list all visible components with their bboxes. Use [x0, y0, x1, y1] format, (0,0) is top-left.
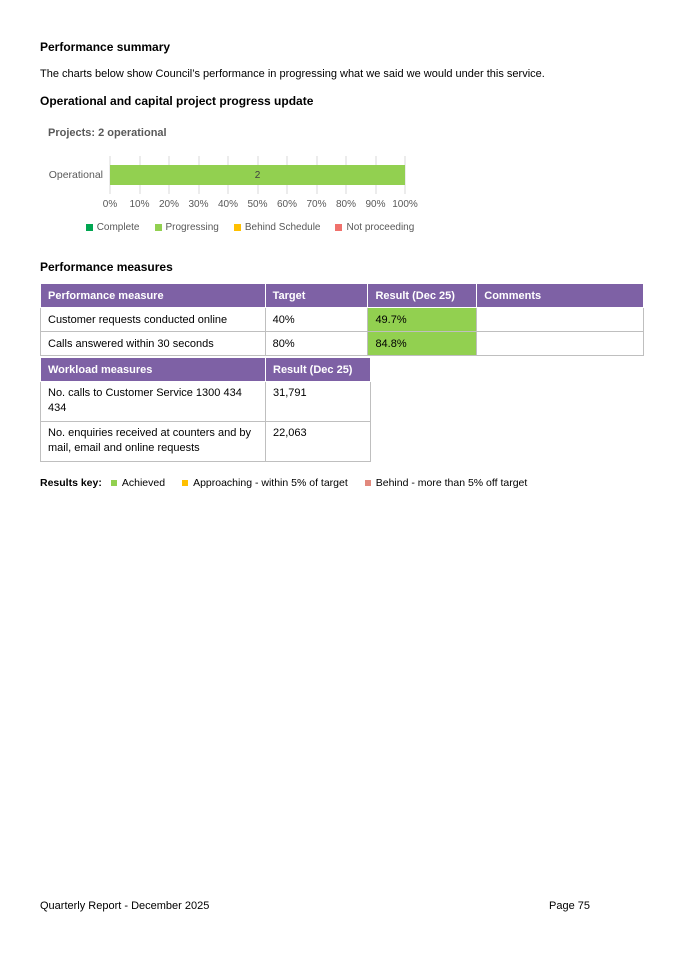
x-tick: 90%	[365, 199, 386, 211]
section-heading-projects: Operational and capital project progress update	[40, 94, 314, 109]
legend-item-complete	[86, 222, 140, 233]
measure-cell: No. enquiries received at counters and by mail, email and online requests	[41, 422, 266, 462]
legend-label: Progressing	[165, 222, 219, 234]
key-item-achieved	[111, 477, 165, 489]
key-item-label: Achieved	[121, 477, 166, 490]
table-row	[41, 308, 644, 332]
key-item-label: Approaching - within 5% of target	[193, 477, 348, 490]
result-cell: 49.7%	[368, 308, 477, 332]
legend-label: Behind Schedule	[244, 222, 321, 234]
chart-title: Projects: 2 operational	[48, 127, 167, 140]
intro-text: The charts below show Council’s performance in progressing what we said we would under this service.	[40, 68, 545, 80]
x-tick: 100%	[392, 199, 418, 211]
result-cell: 31,791	[266, 382, 371, 422]
page-footer	[40, 900, 590, 912]
x-tick: 30%	[188, 199, 209, 211]
result-cell: 22,063	[266, 422, 371, 462]
legend-label: Not proceeding	[346, 222, 415, 234]
footer-report-title: Quarterly Report - December 2025	[40, 900, 210, 912]
results-key	[40, 477, 644, 489]
x-tick: 40%	[217, 199, 239, 211]
col-header-target: Target	[265, 284, 368, 308]
measure-cell: No. calls to Customer Service 1300 434 434	[41, 382, 266, 422]
workload-measures-table	[40, 357, 371, 462]
approaching-swatch-icon	[182, 480, 188, 486]
not-proceeding-swatch-icon	[335, 224, 342, 231]
measure-cell: Calls answered within 30 seconds	[41, 332, 266, 356]
progressing-bar	[110, 165, 405, 185]
key-item-behind	[365, 477, 528, 489]
x-tick: 70%	[306, 199, 327, 211]
category-label: Operational	[48, 169, 103, 182]
chart-plot-area	[110, 156, 405, 194]
comments-cell	[477, 308, 644, 332]
chart-legend	[40, 222, 460, 233]
chart-plot-row	[40, 156, 644, 194]
table-header-row	[41, 284, 644, 308]
measure-cell: Customer requests conducted online	[41, 308, 266, 332]
key-item-label: Behind - more than 5% off target	[375, 477, 528, 490]
result-cell: 84.8%	[368, 332, 477, 356]
x-tick: 80%	[335, 199, 357, 211]
comments-cell	[477, 332, 644, 356]
legend-item-behind-schedule	[234, 222, 321, 233]
x-tick: 0%	[102, 199, 118, 211]
target-cell: 80%	[265, 332, 368, 356]
results-key-label: Results key:	[40, 477, 102, 490]
x-tick: 60%	[276, 199, 298, 211]
section-heading-measures: Performance measures	[40, 260, 173, 275]
page-title: Performance summary	[40, 40, 171, 54]
key-item-approaching	[182, 477, 348, 489]
project-progress-chart	[40, 127, 644, 233]
legend-label: Complete	[96, 222, 140, 234]
x-tick: 20%	[158, 199, 180, 211]
target-cell: 40%	[265, 308, 368, 332]
behind-swatch-icon	[365, 480, 371, 486]
performance-measures-table	[40, 283, 644, 356]
progressing-swatch-icon	[155, 224, 162, 231]
x-tick: 50%	[247, 199, 268, 211]
col-header-workload: Workload measures	[41, 358, 266, 382]
x-tick: 10%	[129, 199, 150, 211]
x-axis	[102, 199, 418, 211]
achieved-swatch-icon	[111, 480, 117, 486]
col-header-comments: Comments	[477, 284, 644, 308]
table-row	[41, 332, 644, 356]
col-header-result: Result (Dec 25)	[266, 358, 371, 382]
table-header-row	[41, 358, 371, 382]
behind-schedule-swatch-icon	[234, 224, 241, 231]
complete-swatch-icon	[86, 224, 93, 231]
table-row	[41, 382, 371, 422]
col-header-measure: Performance measure	[41, 284, 266, 308]
table-row	[41, 422, 371, 462]
col-header-result: Result (Dec 25)	[368, 284, 477, 308]
legend-item-progressing	[155, 222, 219, 233]
legend-item-not-proceeding	[335, 222, 414, 233]
footer-page-number: Page 75	[549, 900, 590, 912]
bar-value-label: 2	[254, 169, 261, 181]
